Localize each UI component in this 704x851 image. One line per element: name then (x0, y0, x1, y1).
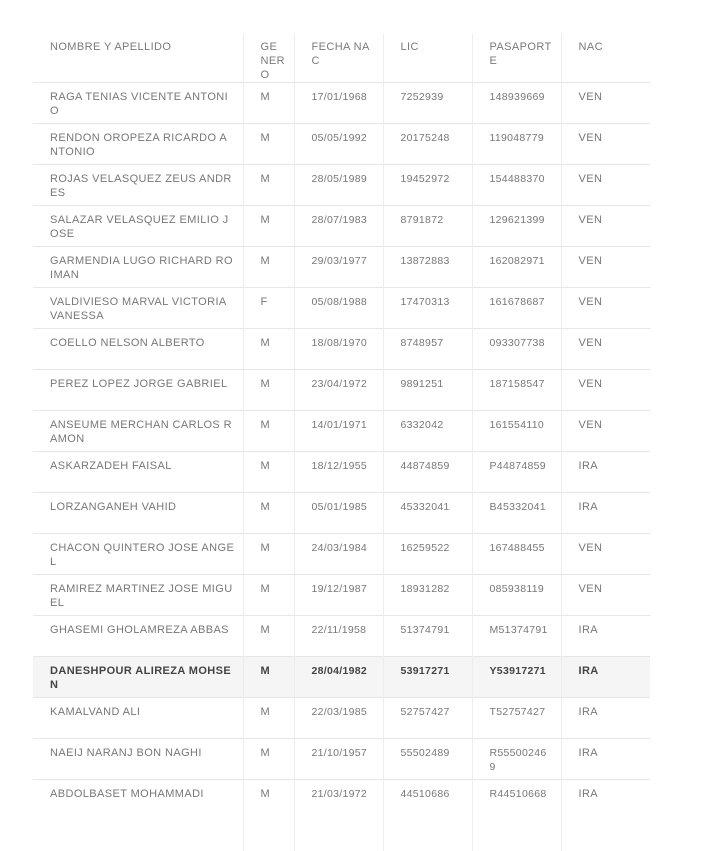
cell-lic: 44874859 (383, 452, 472, 493)
cell-fecha-nac: 28/07/1983 (294, 206, 383, 247)
table-row (33, 452, 650, 493)
header-nac: NAC (561, 34, 650, 83)
document-page (33, 34, 650, 824)
table-spacer-row (33, 821, 650, 851)
empty-cell (243, 821, 294, 851)
cell-nombre: NAEIJ NARANJ BON NAGHI (50, 747, 202, 759)
table-body (33, 83, 650, 851)
empty-cell (294, 821, 383, 851)
cell-pasaporte: R44510668 (472, 780, 561, 821)
cell-genero: M (243, 575, 294, 616)
cell-lic: 9891251 (383, 370, 472, 411)
table-row (33, 370, 650, 411)
cell-genero: M (243, 493, 294, 534)
cell-nac: VEN (561, 329, 650, 370)
cell-pasaporte: 085938119 (472, 575, 561, 616)
cell-pasaporte: 093307738 (472, 329, 561, 370)
cell-fecha-nac: 17/01/1968 (294, 83, 383, 124)
cell-genero: M (243, 780, 294, 821)
cell-genero: M (243, 124, 294, 165)
cell-nac: IRA (561, 698, 650, 739)
cell-nombre: ROJAS VELASQUEZ ZEUS ANDRES (50, 173, 232, 199)
cell-fecha-nac: 18/12/1955 (294, 452, 383, 493)
cell-pasaporte: 161678687 (472, 288, 561, 329)
cell-nac: IRA (561, 493, 650, 534)
table-row-highlighted (33, 657, 650, 698)
cell-nombre: ABDOLBASET MOHAMMADI (50, 788, 204, 800)
cell-fecha-nac: 21/10/1957 (294, 739, 383, 780)
empty-cell (383, 821, 472, 851)
header-fecha-nac: FECHA NAC (294, 34, 383, 83)
cell-nombre: ANSEUME MERCHAN CARLOS RAMON (50, 419, 232, 445)
cell-lic: 51374791 (383, 616, 472, 657)
cell-nac: VEN (561, 124, 650, 165)
cell-nombre: ASKARZADEH FAISAL (50, 460, 172, 472)
cell-fecha-nac: 22/11/1958 (294, 616, 383, 657)
cell-lic: 19452972 (383, 165, 472, 206)
cell-nac: IRA (561, 616, 650, 657)
cell-pasaporte: 154488370 (472, 165, 561, 206)
table-row (33, 411, 650, 452)
cell-pasaporte: Y53917271 (472, 657, 561, 698)
table-row (33, 165, 650, 206)
cell-genero: M (243, 411, 294, 452)
cell-lic: 6332042 (383, 411, 472, 452)
cell-nombre: SALAZAR VELASQUEZ EMILIO JOSE (50, 214, 229, 240)
cell-lic: 16259522 (383, 534, 472, 575)
cell-pasaporte: 162082971 (472, 247, 561, 288)
table-row (33, 534, 650, 575)
cell-genero: M (243, 452, 294, 493)
table-header-row (33, 34, 650, 83)
cell-genero: M (243, 247, 294, 288)
cell-fecha-nac: 24/03/1984 (294, 534, 383, 575)
cell-nac: VEN (561, 247, 650, 288)
table-row (33, 124, 650, 165)
cell-genero: M (243, 657, 294, 698)
cell-nombre: RENDON OROPEZA RICARDO ANTONIO (50, 132, 228, 158)
header-lic: LIC (383, 34, 472, 83)
cell-nac: IRA (561, 657, 650, 698)
cell-nac: VEN (561, 370, 650, 411)
cell-lic: 13872883 (383, 247, 472, 288)
cell-genero: M (243, 83, 294, 124)
cell-fecha-nac: 05/01/1985 (294, 493, 383, 534)
cell-pasaporte: 148939669 (472, 83, 561, 124)
cell-lic: 8748957 (383, 329, 472, 370)
cell-nombre: LORZANGANEH VAHID (50, 501, 177, 513)
cell-lic: 45332041 (383, 493, 472, 534)
cell-nombre: COELLO NELSON ALBERTO (50, 337, 205, 349)
cell-nac: VEN (561, 534, 650, 575)
table-row (33, 616, 650, 657)
cell-nombre: KAMALVAND ALI (50, 706, 141, 718)
header-pasaporte: PASAPORTE (472, 34, 561, 83)
cell-lic: 52757427 (383, 698, 472, 739)
empty-cell (561, 821, 650, 851)
cell-pasaporte: T52757427 (472, 698, 561, 739)
cell-fecha-nac: 21/03/1972 (294, 780, 383, 821)
cell-nombre: VALDIVIESO MARVAL VICTORIA VANESSA (50, 296, 227, 322)
table-row (33, 780, 650, 821)
cell-genero: M (243, 329, 294, 370)
empty-cell (33, 821, 243, 851)
cell-lic: 7252939 (383, 83, 472, 124)
cell-nac: IRA (561, 780, 650, 821)
cell-lic: 20175248 (383, 124, 472, 165)
cell-genero: M (243, 616, 294, 657)
table-row (33, 83, 650, 124)
cell-pasaporte: 167488455 (472, 534, 561, 575)
table-row (33, 575, 650, 616)
cell-pasaporte: B45332041 (472, 493, 561, 534)
cell-genero: M (243, 206, 294, 247)
cell-nac: VEN (561, 165, 650, 206)
cell-genero: M (243, 370, 294, 411)
cell-nac: VEN (561, 83, 650, 124)
table-row (33, 206, 650, 247)
cell-fecha-nac: 18/08/1970 (294, 329, 383, 370)
cell-nombre: GARMENDIA LUGO RICHARD ROIMAN (50, 255, 233, 281)
cell-fecha-nac: 28/04/1982 (294, 657, 383, 698)
cell-fecha-nac: 19/12/1987 (294, 575, 383, 616)
cell-pasaporte: R555002469 (472, 739, 561, 780)
cell-lic: 8791872 (383, 206, 472, 247)
cell-genero: M (243, 534, 294, 575)
header-nombre-y-apellido: NOMBRE Y APELLIDO (50, 41, 172, 53)
cell-nac: VEN (561, 288, 650, 329)
cell-nombre: RAGA TENIAS VICENTE ANTONIO (50, 91, 229, 117)
table-row (33, 247, 650, 288)
cell-nac: VEN (561, 575, 650, 616)
cell-nombre: PEREZ LOPEZ JORGE GABRIEL (50, 378, 228, 390)
table-row (33, 493, 650, 534)
table-row (33, 288, 650, 329)
empty-cell (472, 821, 561, 851)
cell-fecha-nac: 05/05/1992 (294, 124, 383, 165)
cell-genero: F (243, 288, 294, 329)
cell-genero: M (243, 698, 294, 739)
cell-lic: 55502489 (383, 739, 472, 780)
cell-fecha-nac: 22/03/1985 (294, 698, 383, 739)
table-row (33, 698, 650, 739)
table-row (33, 739, 650, 780)
cell-nombre: GHASEMI GHOLAMREZA ABBAS (50, 624, 229, 636)
cell-genero: M (243, 739, 294, 780)
cell-pasaporte: 119048779 (472, 124, 561, 165)
cell-fecha-nac: 23/04/1972 (294, 370, 383, 411)
cell-fecha-nac: 14/01/1971 (294, 411, 383, 452)
cell-lic: 18931282 (383, 575, 472, 616)
cell-fecha-nac: 29/03/1977 (294, 247, 383, 288)
crew-list-table (33, 34, 650, 851)
cell-lic: 17470313 (383, 288, 472, 329)
cell-fecha-nac: 05/08/1988 (294, 288, 383, 329)
cell-pasaporte: P44874859 (472, 452, 561, 493)
cell-nombre: DANESHPOUR ALIREZA MOHSEN (50, 665, 232, 691)
cell-nombre: CHACON QUINTERO JOSE ANGEL (50, 542, 235, 568)
cell-nombre: RAMIREZ MARTINEZ JOSE MIGUEL (50, 583, 233, 609)
cell-nac: IRA (561, 452, 650, 493)
cell-nac: VEN (561, 411, 650, 452)
cell-pasaporte: M51374791 (472, 616, 561, 657)
cell-pasaporte: 187158547 (472, 370, 561, 411)
table-row (33, 329, 650, 370)
cell-lic: 53917271 (383, 657, 472, 698)
cell-pasaporte: 161554110 (472, 411, 561, 452)
header-genero: GENERO (243, 34, 294, 83)
cell-pasaporte: 129621399 (472, 206, 561, 247)
cell-lic: 44510686 (383, 780, 472, 821)
cell-nac: IRA (561, 739, 650, 780)
cell-fecha-nac: 28/05/1989 (294, 165, 383, 206)
cell-nac: VEN (561, 206, 650, 247)
cell-genero: M (243, 165, 294, 206)
